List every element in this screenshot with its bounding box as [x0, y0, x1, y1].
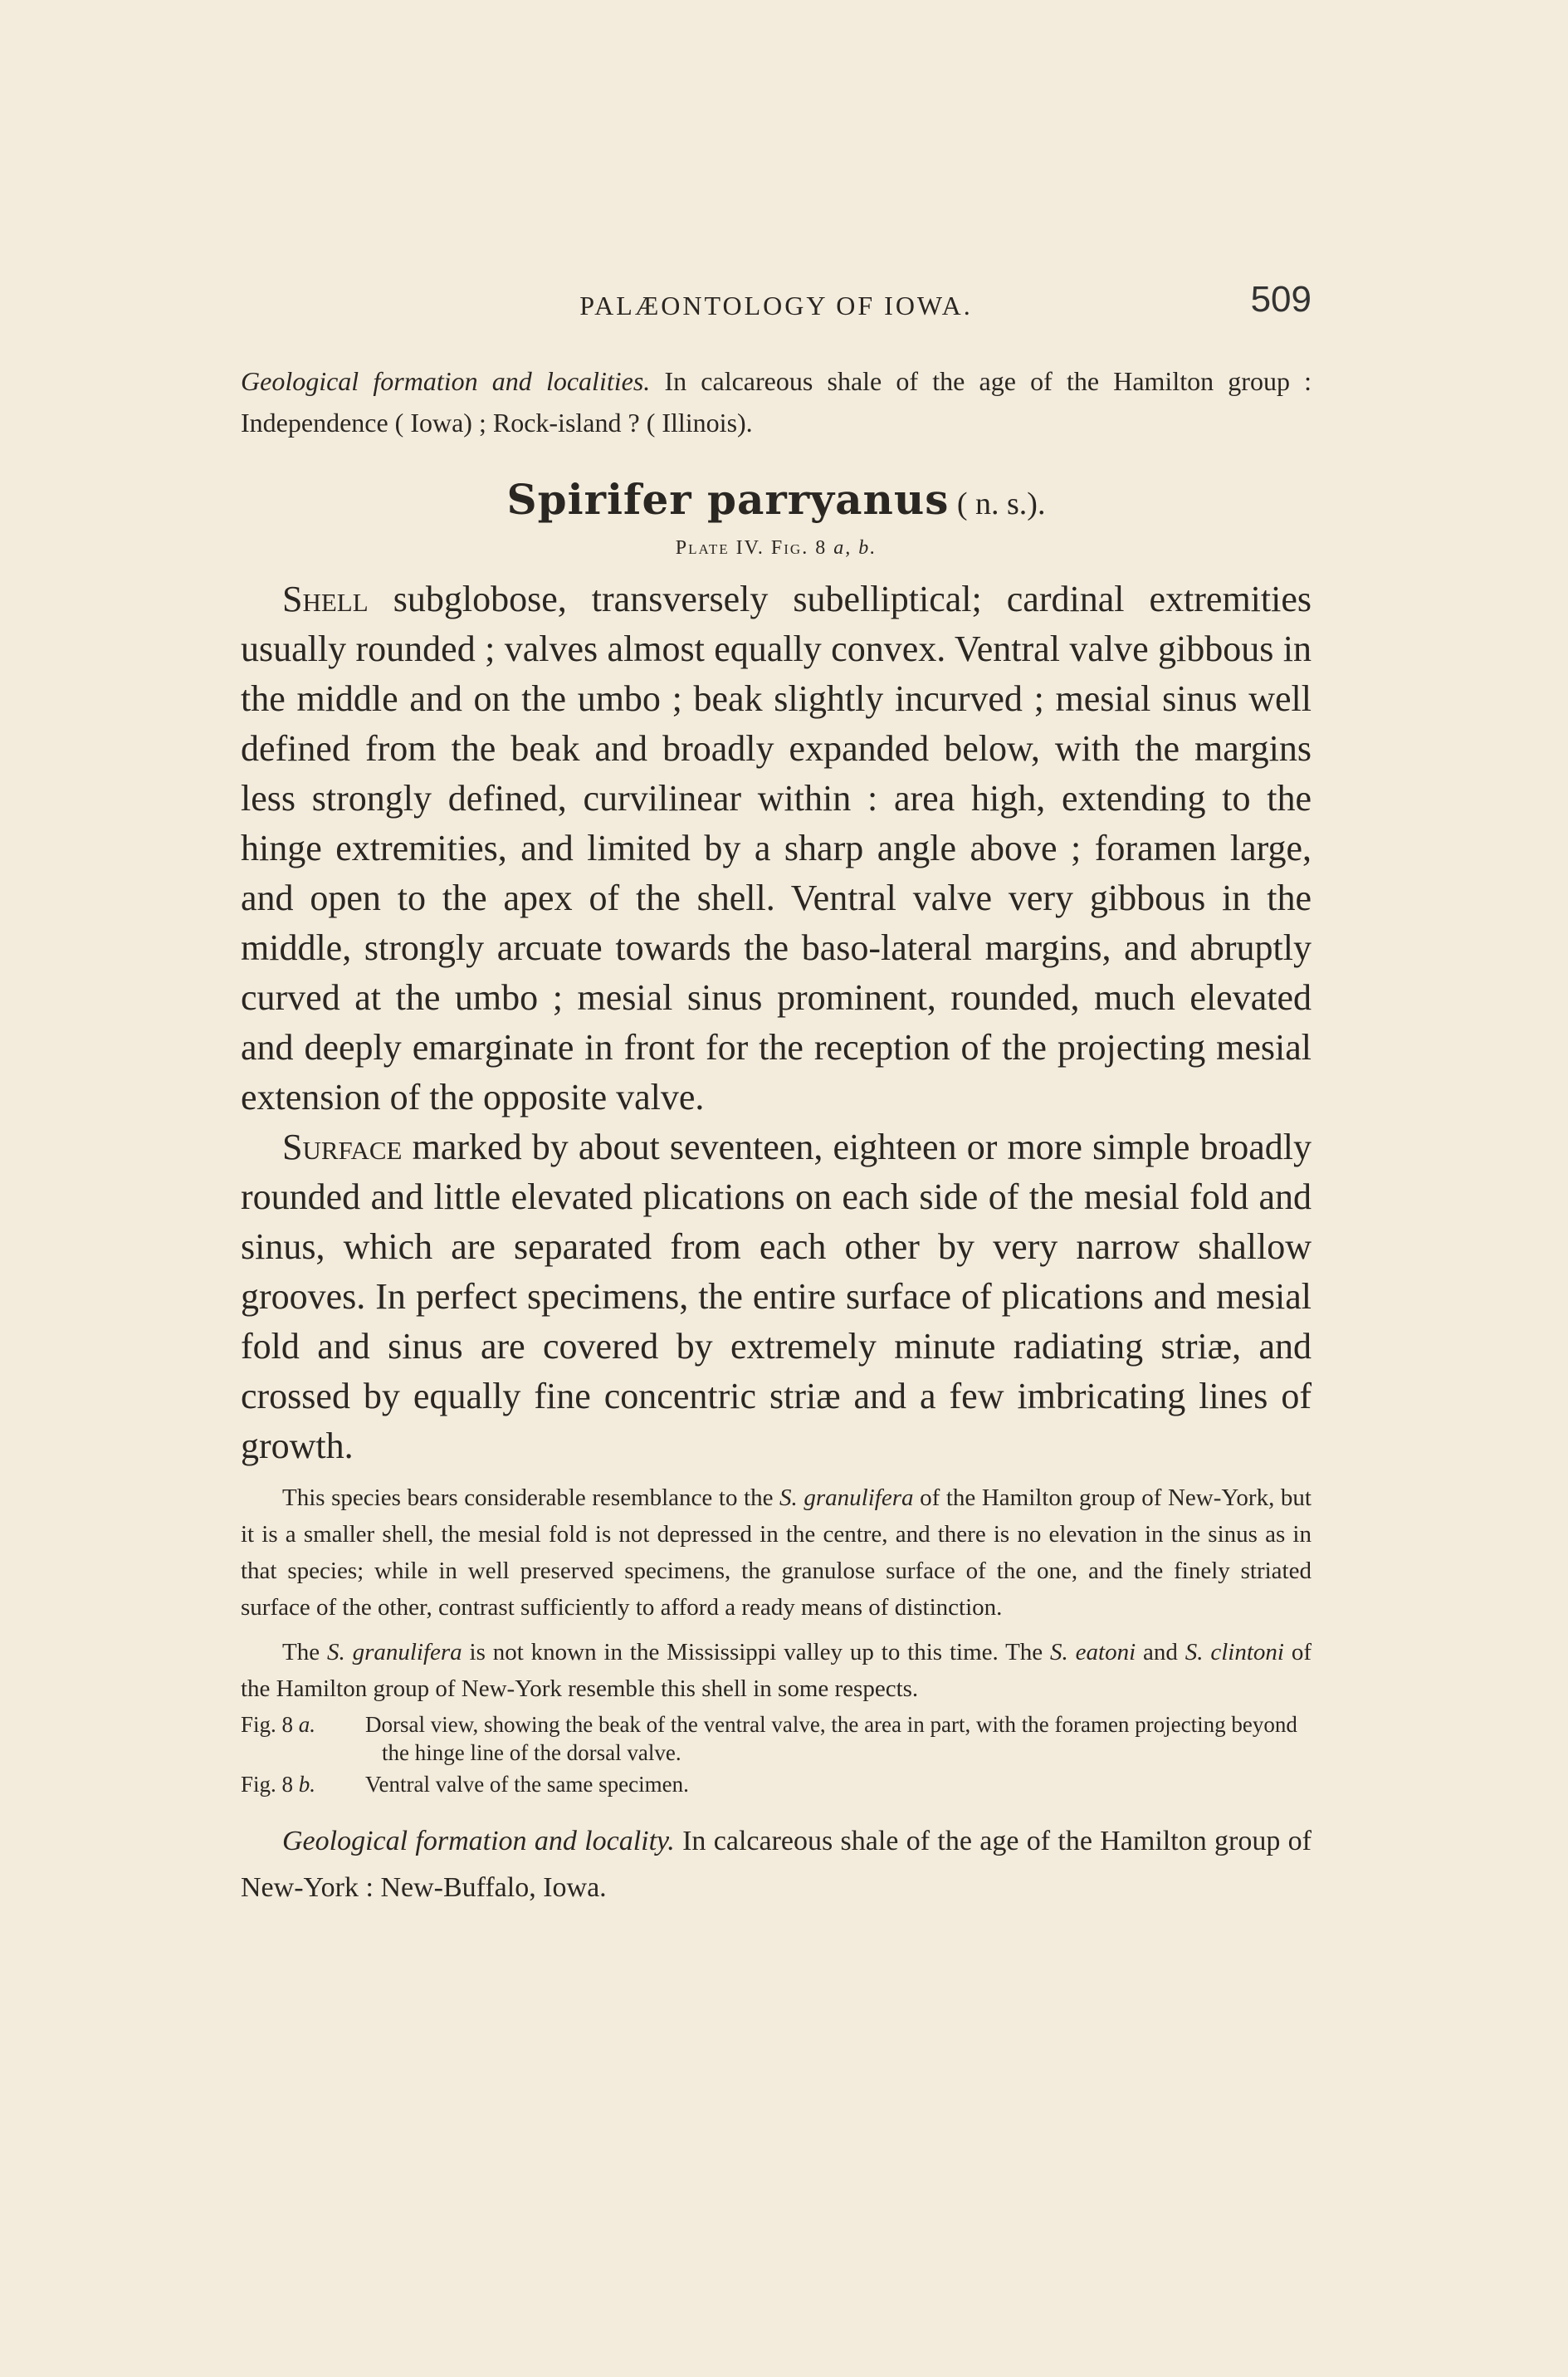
surface-text: marked by about seventeen, eighteen or more simple broadly rounded and little elevated plications on each side of the mesial fold and sinus, which are separated from each other by very narrow shallow grooves. In perfect specimens, the entire surface of plications and mesial fold and sinus are covered by extremely minute radiating striæ, and crossed by equally fine concentric striæ and a few imbricating lines of growth. — [241, 1127, 1312, 1466]
note-text: of the Hamilton group of New-York resemble this shell in some respects. — [241, 1639, 1312, 1702]
shell-description — [241, 575, 1312, 1122]
figure-caption-8a — [241, 1710, 1312, 1767]
shell-lead-word: Shell — [282, 579, 369, 619]
figure-text: Ventral valve of the same specimen. — [365, 1772, 689, 1797]
note-text: is not known in the Mississippi valley up to this time. The — [462, 1639, 1051, 1665]
locality-label: Geological formation and localities. — [241, 366, 651, 396]
taxon-name: S. granulifera — [326, 1639, 462, 1665]
page-number: 509 — [1250, 279, 1312, 320]
geological-formation-localities — [241, 360, 1312, 443]
figure-number: Fig. 8 — [241, 1772, 299, 1797]
note-text: of the Hamilton group of New-York, but it is a smaller shell, the mesial fold is not depressed in the centre, and there is no elevation in the sinus as in that species; while in well preserved specimens, the granulose surface of the one, and the finely striated surface of the other, contrast sufficiently to afford a ready means of distinction. — [241, 1484, 1312, 1621]
figure-label — [241, 1710, 365, 1739]
surface-description — [241, 1122, 1312, 1471]
geological-formation-locality — [241, 1818, 1312, 1911]
surface-lead-word: Surface — [282, 1127, 403, 1167]
plate-label: Plate IV. Fig. 8 — [675, 537, 828, 559]
distribution-note — [241, 1634, 1312, 1707]
figure-number: Fig. 8 — [241, 1712, 299, 1737]
taxon-name: S. clintoni — [1185, 1639, 1284, 1665]
note-text: and — [1136, 1639, 1185, 1665]
figure-letter: a. — [298, 1712, 316, 1737]
shell-text: subglobose, transversely subelliptical; cardinal extremities usually rounded ; valves almost equally convex. Ventral valve gibbous in the middle and on the umbo ; beak slightly incurved ; mesial sinus well defined from the beak and broadly expanded below, with the margins less strongly defined, curvilinear within : area high, extending to the hinge extremities, and limited by a sharp angle above ; foramen large, and open to the apex of the shell. Ventral valve very gibbous in the middle, strongly arcuate towards the baso-lateral margins, and abruptly curved at the umbo ; mesial sinus prominent, rounded, much elevated and deeply emarginate in front for the reception of the projecting mesial extension of the opposite valve. — [241, 579, 1312, 1118]
locality-text: In calcareous shale of the age of the Hamilton group : Independence ( Iowa) ; Rock-island ? ( Illinois). — [241, 366, 1312, 438]
plate-reference — [241, 537, 1312, 560]
running-title: PALÆONTOLOGY OF IOWA. — [579, 291, 973, 320]
taxon-name: S. eatoni — [1050, 1639, 1136, 1665]
plate-figs: a, b. — [827, 537, 877, 559]
figure-letter: b. — [298, 1772, 316, 1797]
comparison-note — [241, 1480, 1312, 1626]
figure-caption-8b — [241, 1770, 1312, 1798]
note-text: This species bears considerable resemblance to the — [282, 1484, 780, 1511]
document-page — [241, 274, 1312, 1911]
species-heading — [241, 475, 1312, 529]
figure-text: Dorsal view, showing the beak of the ventral valve, the area in part, with the foramen projecting beyond the hinge line of the dorsal valve. — [365, 1712, 1297, 1765]
species-ns-marker: ( n. s.). — [949, 487, 1046, 521]
figure-label — [241, 1770, 365, 1798]
species-name: Spirifer parryanus — [506, 475, 950, 524]
locality-label: Geological formation and locality. — [282, 1826, 675, 1856]
page-header — [241, 274, 1312, 332]
locality-text: In calcareous shale of the age of the Hamilton group of New-York : New-Buffalo, Iowa. — [241, 1826, 1312, 1903]
note-text: The — [282, 1639, 327, 1665]
taxon-name: S. granulifera — [779, 1484, 914, 1511]
